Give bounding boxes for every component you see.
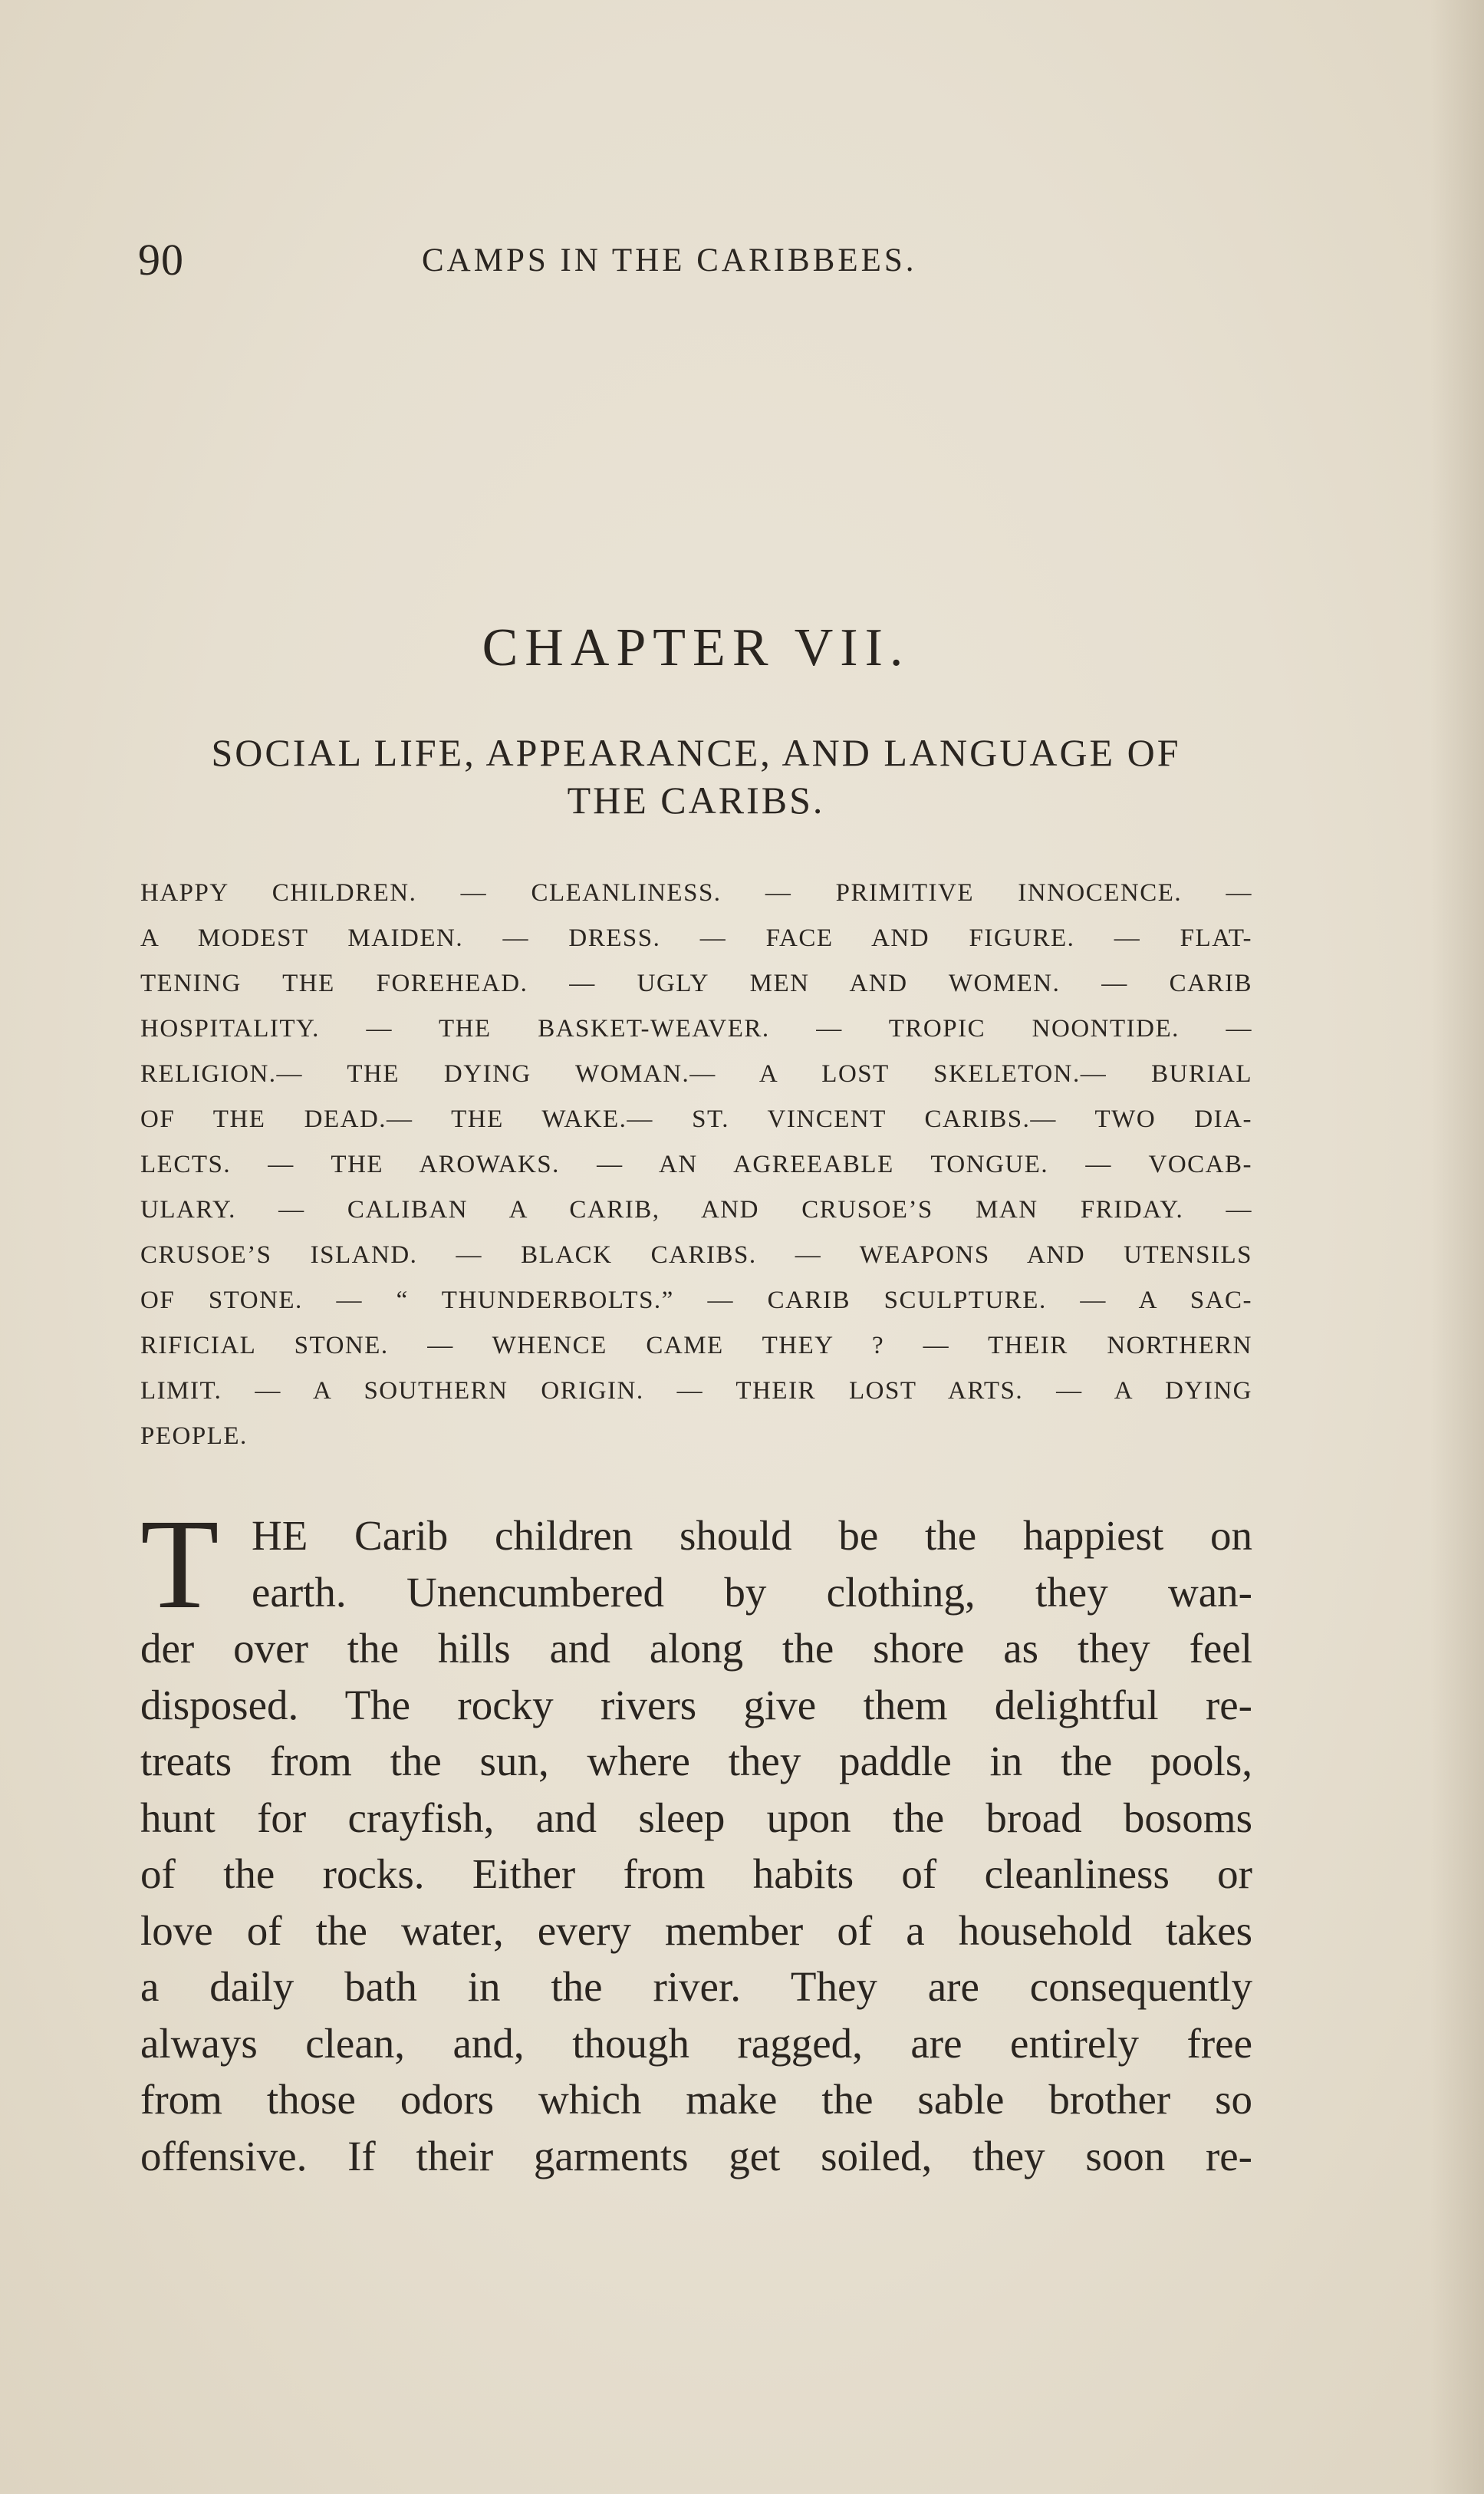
body-line: always clean, and, though ragged, are entirely free xyxy=(140,2019,1252,2067)
body-line: from those odors which make the sable brother so xyxy=(140,2076,1252,2123)
chapter-subtitle-line: SOCIAL LIFE, APPEARANCE, AND LANGUAGE OF xyxy=(211,731,1181,774)
chapter-synopsis xyxy=(140,871,1252,1459)
synopsis-line: HOSPITALITY. — THE BASKET-WEAVER. — TROPIC NOONTIDE. — xyxy=(140,1015,1252,1043)
synopsis-line: LECTS. — THE AROWAKS. — AN AGREEABLE TONGUE. — VOCAB- xyxy=(140,1151,1252,1178)
body-line: offensive. If their garments get soiled, they soon re- xyxy=(140,2132,1252,2179)
synopsis-line: ULARY. — CALIBAN A CARIB, AND CRUSOE’S MAN FRIDAY. — xyxy=(140,1196,1252,1224)
synopsis-line: RELIGION.— THE DYING WOMAN.— A LOST SKELETON.— BURIAL xyxy=(140,1060,1252,1088)
synopsis-line: A MODEST MAIDEN. — DRESS. — FACE AND FIGURE. — FLAT- xyxy=(140,924,1252,952)
page-edge-shadow xyxy=(1430,0,1484,2494)
body-line: treats from the sun, where they paddle in the pools, xyxy=(140,1738,1252,1784)
body-line: der over the hills and along the shore as they feel xyxy=(140,1625,1252,1672)
synopsis-line: PEOPLE. xyxy=(140,1422,248,1450)
page-number: 90 xyxy=(138,235,184,285)
synopsis-line: HAPPY CHILDREN. — CLEANLINESS. — PRIMITIVE INNOCENCE. — xyxy=(140,879,1252,907)
running-title: CAMPS IN THE CARIBBEES. xyxy=(422,242,917,278)
body-text xyxy=(140,1493,1252,2184)
synopsis-line: RIFICIAL STONE. — WHENCE CAME THEY ? — THEIR NORTHERN xyxy=(140,1332,1252,1359)
body-line: disposed. The rocky rivers give them delightful re- xyxy=(140,1681,1252,1728)
chapter-title: CHAPTER VII. xyxy=(482,618,910,677)
synopsis-line: TENING THE FOREHEAD. — UGLY MEN AND WOMEN. — CARIB xyxy=(140,970,1252,997)
body-line: a daily bath in the river. They are consequently xyxy=(140,1963,1252,2010)
body-line: of the rocks. Either from habits of cleanliness or xyxy=(140,1850,1252,1897)
synopsis-line: LIMIT. — A SOUTHERN ORIGIN. — THEIR LOST ARTS. — A DYING xyxy=(140,1377,1252,1405)
running-head xyxy=(138,234,1254,288)
chapter-subtitle xyxy=(138,729,1254,824)
synopsis-line: OF THE DEAD.— THE WAKE.— ST. VINCENT CARIBS.— TWO DIA- xyxy=(140,1105,1252,1133)
synopsis-line: CRUSOE’S ISLAND. — BLACK CARIBS. — WEAPONS AND UTENSILS xyxy=(140,1241,1252,1269)
body-line: love of the water, every member of a household takes xyxy=(140,1906,1252,1954)
body-line: hunt for crayfish, and sleep upon the broad bosoms xyxy=(140,1794,1252,1841)
body-line: HE Carib children should be the happiest on xyxy=(252,1512,1252,1559)
body-line: earth. Unencumbered by clothing, they wan- xyxy=(252,1568,1252,1616)
drop-cap: T xyxy=(140,1493,219,1636)
chapter-subtitle-line: THE CARIBS. xyxy=(567,779,825,822)
synopsis-line: OF STONE. — “ THUNDERBOLTS.” — CARIB SCULPTURE. — A SAC- xyxy=(140,1287,1252,1314)
